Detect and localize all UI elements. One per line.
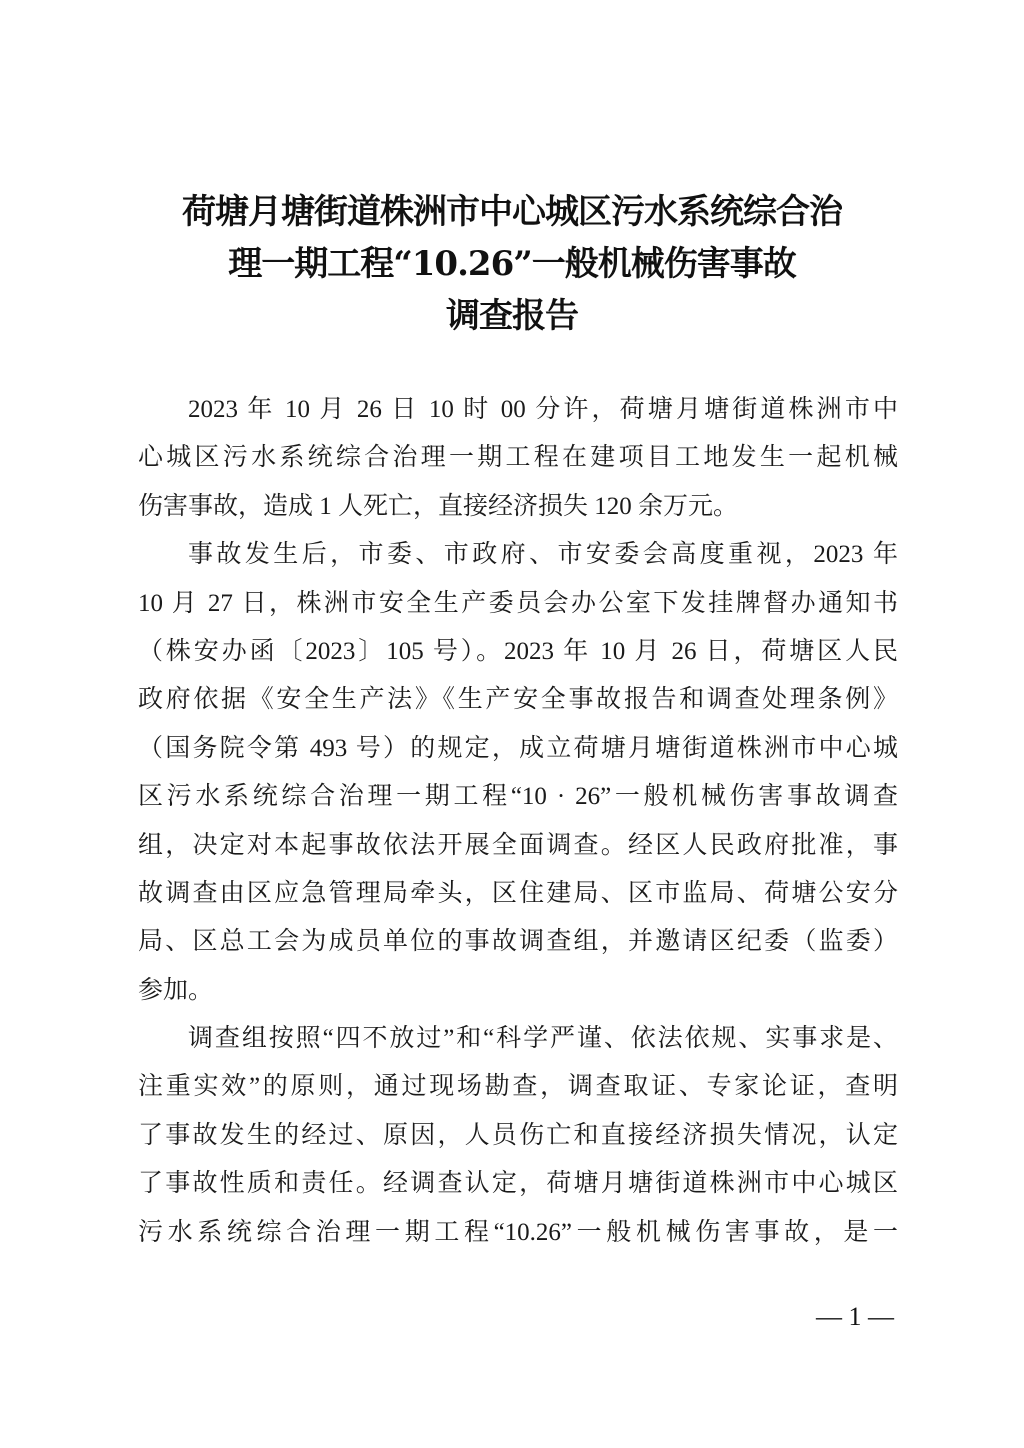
paragraph-line: 组，决定对本起事故依法开展全面调查。经区人民政府批准，事 [138,831,898,859]
paragraph-line: 政府依据《安全生产法》《生产安全事故报告和调查处理条例》 [138,686,898,714]
paragraph-line: 伤害事故，造成 1 人死亡，直接经济损失 120 余万元。 [138,492,739,520]
paragraph-line: 了事故发生的经过、原因，人员伤亡和直接经济损失情况，认定 [138,1121,898,1149]
paragraph-line: 局、区总工会为成员单位的事故调查组，并邀请区纪委（监委） [138,928,898,956]
paragraph-line: 了事故性质和责任。经调查认定，荷塘月塘街道株洲市中心城区 [138,1170,898,1198]
document-body [138,386,898,1257]
paragraph-line: 2023 年 10 月 26 日 10 时 00 分许，荷塘月塘街道株洲市中 [188,396,898,423]
paragraph-line: 调查组按照“四不放过”和“科学严谨、依法依规、实事求是、 [188,1025,898,1053]
title-line-3: 调查报告 [446,296,578,336]
paragraph-line: 10 月 27 日，株洲市安全生产委员会办公室下发挂牌督办通知书 [138,589,898,617]
paragraph-line: 故调查由区应急管理局牵头，区住建局、区市监局、荷塘公安分 [138,879,898,907]
paragraph-3 [138,1015,898,1257]
title-line-2: 理一期工程“10.26”一般机械伤害事故 [228,244,796,284]
page-number: — 1 — [816,1302,894,1331]
paragraph-line: 参加。 [138,976,214,1004]
paragraph-line: 区污水系统综合治理一期工程“10 · 26”一般机械伤害事故调查 [138,783,898,811]
paragraph-line: 污水系统综合治理一期工程“10.26”一般机械伤害事故，是一 [138,1218,898,1246]
paragraph-line: 心城区污水系统综合治理一期工程在建项目工地发生一起机械 [138,444,898,472]
paragraph-line: （国务院令第 493 号）的规定，成立荷塘月塘街道株洲市中心城 [138,734,898,762]
paragraph-1 [138,386,898,531]
document-title [0,186,1024,342]
paragraph-line: 事故发生后，市委、市政府、市安委会高度重视，2023 年 [188,541,898,569]
paragraph-2 [138,531,898,1015]
paragraph-line: 注重实效”的原则，通过现场勘查，调查取证、专家论证，查明 [138,1073,898,1101]
paragraph-line: （株安办函〔2023〕105 号）。2023 年 10 月 26 日，荷塘区人民 [138,637,898,665]
title-line-1: 荷塘月塘街道株洲市中心城区污水系统综合治 [182,192,842,232]
